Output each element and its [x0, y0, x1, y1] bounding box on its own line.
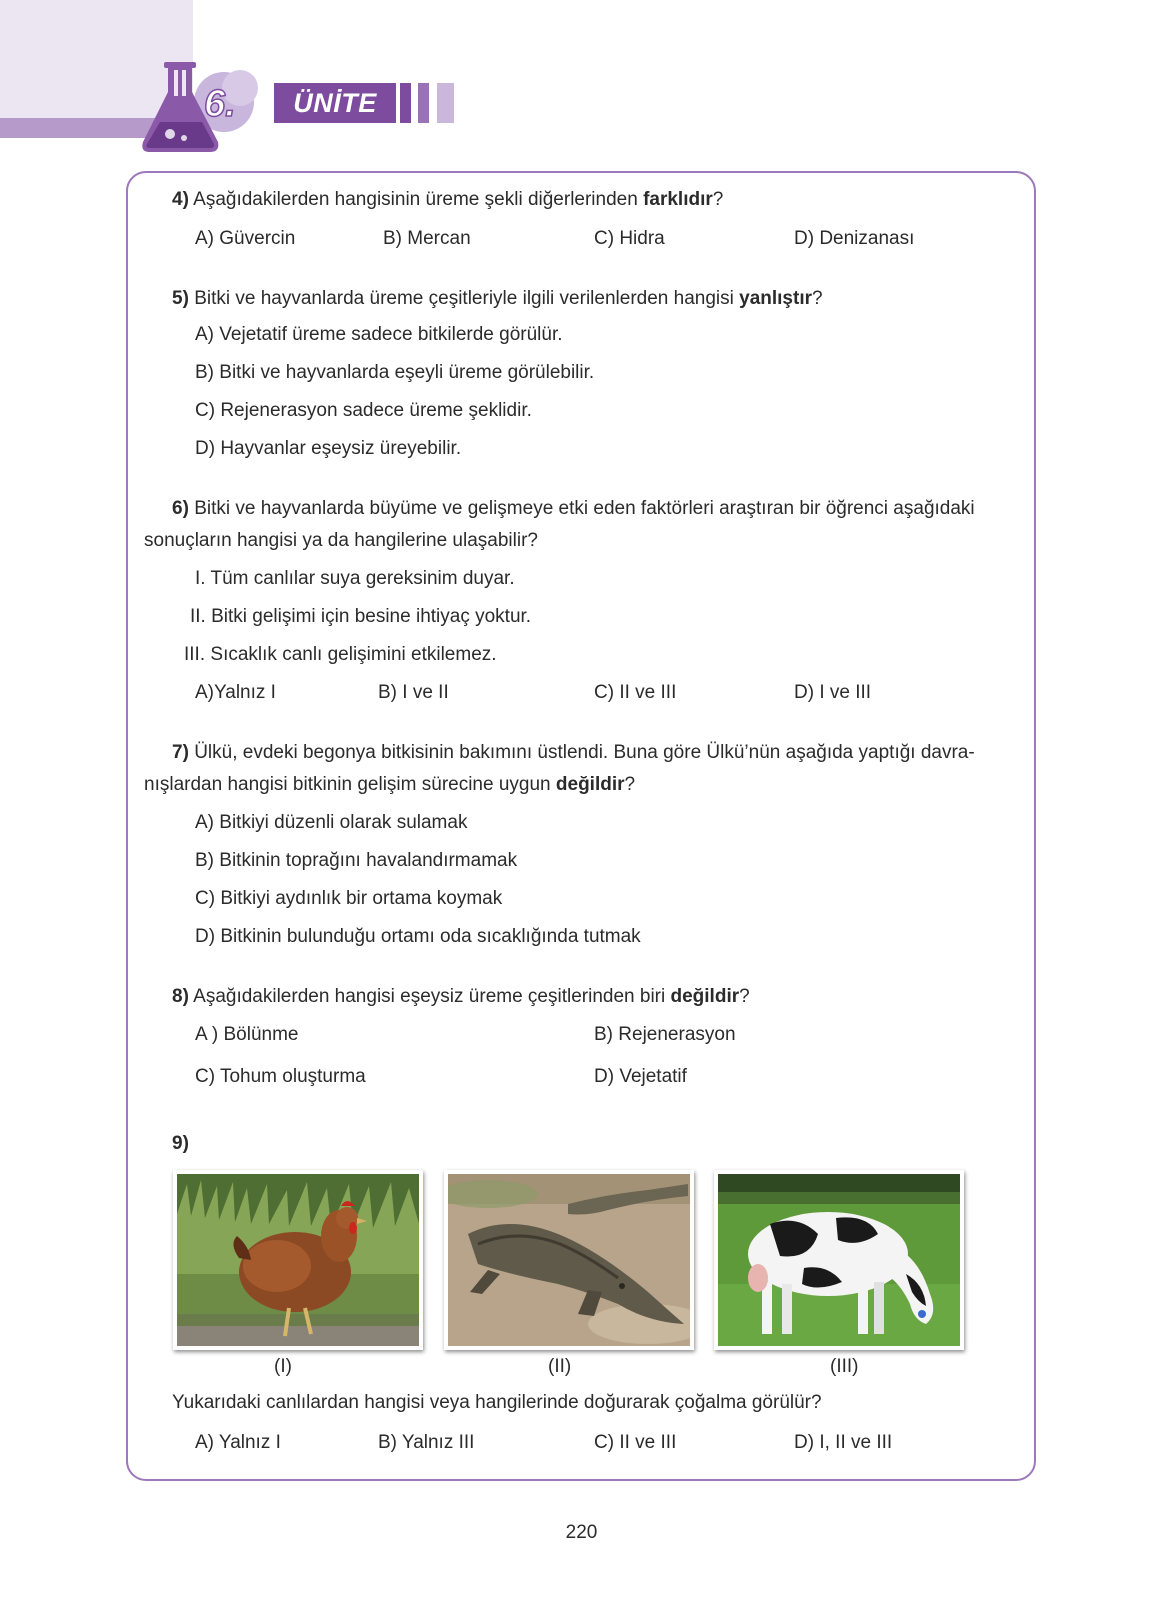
q4-option-b[interactable]: B) Mercan — [383, 228, 471, 249]
q5-stem: 5) Bitki ve hayvanlarda üreme çeşitleriyle ilgili verilenlerden hangisi yanlıştır? — [172, 288, 823, 309]
photo-cow — [714, 1170, 964, 1350]
q9-option-b[interactable]: B) Yalnız III — [378, 1432, 475, 1453]
q5-option-d[interactable]: D) Hayvanlar eşeysiz üreyebilir. — [195, 438, 462, 459]
q9-question: Yukarıdaki canlılardan hangisi veya hangilerinde doğurarak çoğalma görülür? — [172, 1392, 822, 1413]
q7-stem-line1: 7) Ülkü, evdeki begonya bitkisinin bakımını üstlendi. Buna göre Ülkü’nün aşağıda yaptığı davra- — [172, 742, 975, 763]
q6-option-b[interactable]: B) I ve II — [378, 682, 449, 703]
q7-option-b[interactable]: B) Bitkinin toprağını havalandırmamak — [195, 850, 518, 871]
header-stripe — [400, 83, 411, 123]
q4-option-c[interactable]: C) Hidra — [594, 228, 665, 249]
header-stripe — [437, 83, 454, 123]
caption-1: (I) — [274, 1356, 292, 1377]
q8-stem: 8) Aşağıdakilerden hangisi eşeysiz üreme çeşitlerinden biri değildir? — [172, 986, 750, 1007]
q9-option-d[interactable]: D) I, II ve III — [794, 1432, 893, 1453]
photo-hen — [173, 1170, 423, 1350]
photo-crocodile — [444, 1170, 694, 1350]
page-number: 220 — [565, 1522, 598, 1543]
q5-option-b[interactable]: B) Bitki ve hayvanlarda eşeyli üreme görülebilir. — [195, 362, 595, 383]
q7-option-c[interactable]: C) Bitkiyi aydınlık bir ortama koymak — [195, 888, 503, 909]
unit-label: ÜNİTE — [274, 83, 396, 123]
q7-option-a[interactable]: A) Bitkiyi düzenli olarak sulamak — [195, 812, 468, 833]
q9-option-a[interactable]: A) Yalnız I — [195, 1432, 281, 1453]
q6-option-d[interactable]: D) I ve III — [794, 682, 872, 703]
q4-option-d[interactable]: D) Denizanası — [794, 228, 915, 249]
q6-option-a[interactable]: A)Yalnız I — [195, 682, 276, 703]
q9-option-c[interactable]: C) II ve III — [594, 1432, 677, 1453]
header-bar — [0, 118, 160, 138]
q7-option-d[interactable]: D) Bitkinin bulunduğu ortamı oda sıcaklığında tutmak — [195, 926, 641, 947]
q7-stem-line2: nışlardan hangisi bitkinin gelişim sürecine uygun değildir? — [144, 774, 636, 795]
q8-option-c[interactable]: C) Tohum oluşturma — [195, 1066, 366, 1087]
q6-option-c[interactable]: C) II ve III — [594, 682, 677, 703]
q4-stem: 4) Aşağıdakilerden hangisinin üreme şekli diğerlerinden farklıdır? — [172, 189, 724, 210]
q5-option-c[interactable]: C) Rejenerasyon sadece üreme şeklidir. — [195, 400, 532, 421]
q4-option-a[interactable]: A) Güvercin — [195, 228, 296, 249]
q6-statement-1: I. Tüm canlılar suya gereksinim duyar. — [195, 568, 515, 589]
q9-number: 9) — [172, 1133, 189, 1154]
q5-option-a[interactable]: A) Vejetatif üreme sadece bitkilerde görülür. — [195, 324, 563, 345]
unit-number: 6. — [204, 83, 236, 125]
q6-stem-line1: 6) Bitki ve hayvanlarda büyüme ve gelişmeye etki eden faktörleri araştıran bir öğrenci aşağıdaki — [172, 498, 975, 519]
q6-statement-2: II. Bitki gelişimi için besine ihtiyaç yoktur. — [190, 606, 532, 627]
q8-option-d[interactable]: D) Vejetatif — [594, 1066, 687, 1087]
caption-3: (III) — [830, 1356, 859, 1377]
flask-icon — [140, 58, 268, 156]
header-stripe — [418, 83, 429, 123]
q8-option-b[interactable]: B) Rejenerasyon — [594, 1024, 736, 1045]
q6-statement-3: III. Sıcaklık canlı gelişimini etkilemez. — [184, 644, 497, 665]
caption-2: (II) — [548, 1356, 572, 1377]
q6-stem-line2: sonuçların hangisi ya da hangilerine ulaşabilir? — [144, 530, 538, 551]
q8-option-a[interactable]: A ) Bölünme — [195, 1024, 299, 1045]
